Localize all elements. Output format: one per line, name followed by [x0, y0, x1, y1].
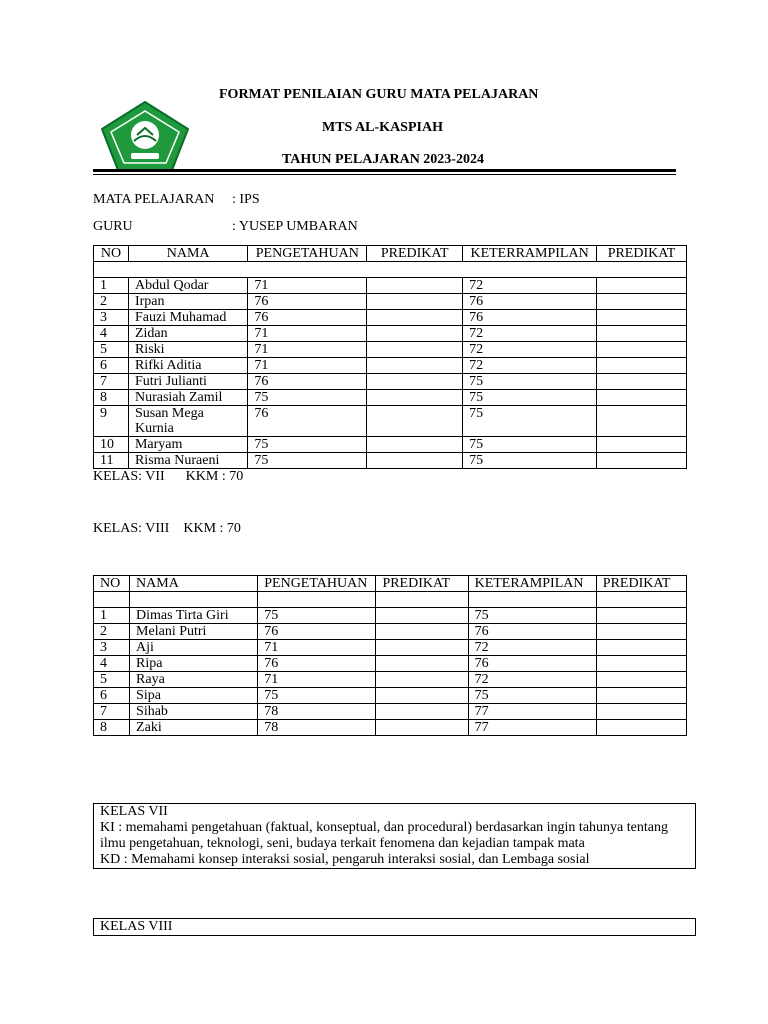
row-no: 9 [94, 406, 129, 437]
knowledge-score: 71 [258, 640, 376, 656]
grades-table-class7 [93, 245, 687, 469]
class7-kd-text: KD : Memahami konsep interaksi sosial, pengaruh interaksi sosial, dan Lembaga sosial [100, 852, 590, 867]
table-row [94, 656, 687, 672]
header-name: NAMA [128, 246, 247, 262]
student-name: Fauzi Muhamad [128, 310, 247, 326]
knowledge-score: 75 [248, 437, 367, 453]
table-row [94, 688, 687, 704]
table-spacer-row [94, 262, 687, 278]
student-name: Rifki Aditia [128, 358, 247, 374]
student-name: Aji [130, 640, 258, 656]
skill-score: 75 [468, 608, 596, 624]
class8-box-title: KELAS VIII [100, 919, 173, 934]
header2-no: NO [94, 576, 130, 592]
row-no: 2 [94, 624, 130, 640]
knowledge-score: 71 [248, 342, 367, 358]
row-no: 5 [94, 672, 130, 688]
doc-title: FORMAT PENILAIAN GURU MATA PELAJARAN [219, 87, 539, 102]
student-name: Sihab [130, 704, 258, 720]
header-rule-thick [93, 169, 676, 172]
skill-predicate [596, 624, 686, 640]
knowledge-predicate [376, 640, 468, 656]
skill-predicate [596, 640, 686, 656]
header-rule-thin [93, 174, 676, 175]
student-name: Dimas Tirta Giri [130, 608, 258, 624]
table2-header-row [94, 576, 687, 592]
grades-table-class8 [93, 575, 687, 736]
skill-predicate [596, 720, 686, 736]
skill-predicate [596, 672, 686, 688]
knowledge-score: 76 [248, 310, 367, 326]
academic-year: TAHUN PELAJARAN 2023-2024 [282, 152, 484, 167]
knowledge-predicate [367, 342, 463, 358]
table-row [94, 278, 687, 294]
table-row [94, 453, 687, 469]
table-header-row [94, 246, 687, 262]
class7-competency-box [93, 803, 696, 869]
knowledge-predicate [376, 704, 468, 720]
knowledge-score: 71 [248, 326, 367, 342]
knowledge-predicate [367, 310, 463, 326]
student-name: Futri Julianti [128, 374, 247, 390]
student-name: Nurasiah Zamil [128, 390, 247, 406]
teacher-value: : YUSEP UMBARAN [232, 219, 358, 234]
knowledge-score: 75 [248, 453, 367, 469]
skill-predicate [597, 437, 687, 453]
row-no: 3 [94, 310, 129, 326]
row-no: 1 [94, 608, 130, 624]
knowledge-predicate [367, 374, 463, 390]
subject-label: MATA PELAJARAN [93, 192, 215, 207]
skill-score: 72 [463, 278, 597, 294]
row-no: 5 [94, 342, 129, 358]
row-no: 6 [94, 688, 130, 704]
knowledge-predicate [367, 326, 463, 342]
header-knowledge: PENGETAHUAN [248, 246, 367, 262]
school-logo [101, 101, 189, 171]
row-no: 3 [94, 640, 130, 656]
skill-score: 77 [468, 704, 596, 720]
student-name: Sipa [130, 688, 258, 704]
knowledge-score: 71 [248, 278, 367, 294]
header2-name: NAMA [130, 576, 258, 592]
header-predicate: PREDIKAT [367, 246, 463, 262]
skill-score: 75 [463, 437, 597, 453]
student-name: Irpan [128, 294, 247, 310]
skill-score: 72 [468, 672, 596, 688]
knowledge-predicate [376, 672, 468, 688]
knowledge-score: 75 [258, 608, 376, 624]
knowledge-predicate [367, 437, 463, 453]
student-name: Maryam [128, 437, 247, 453]
row-no: 8 [94, 720, 130, 736]
skill-score: 75 [463, 374, 597, 390]
skill-predicate [596, 688, 686, 704]
knowledge-score: 76 [248, 406, 367, 437]
table-row [94, 294, 687, 310]
knowledge-predicate [376, 688, 468, 704]
knowledge-score: 76 [248, 294, 367, 310]
table-row [94, 310, 687, 326]
subject-value: : IPS [232, 192, 260, 207]
skill-score: 76 [463, 294, 597, 310]
school-name: MTS AL-KASPIAH [322, 120, 443, 135]
table-row [94, 406, 687, 437]
skill-score: 76 [463, 310, 597, 326]
knowledge-predicate [367, 406, 463, 437]
skill-score: 75 [463, 406, 597, 437]
skill-score: 75 [468, 688, 596, 704]
header2-predicate2: PREDIKAT [596, 576, 686, 592]
table-row [94, 358, 687, 374]
skill-predicate [597, 358, 687, 374]
student-name: Ripa [130, 656, 258, 672]
header2-knowledge: PENGETAHUAN [258, 576, 376, 592]
student-name: Zaki [130, 720, 258, 736]
class7-box-title: KELAS VII [100, 804, 168, 819]
skill-score: 72 [463, 342, 597, 358]
skill-score: 75 [463, 390, 597, 406]
row-no: 8 [94, 390, 129, 406]
knowledge-predicate [367, 358, 463, 374]
skill-score: 75 [463, 453, 597, 469]
row-no: 10 [94, 437, 129, 453]
table2-spacer-row [94, 592, 687, 608]
knowledge-score: 76 [248, 374, 367, 390]
knowledge-predicate [376, 720, 468, 736]
table-row [94, 390, 687, 406]
knowledge-predicate [376, 624, 468, 640]
skill-predicate [597, 342, 687, 358]
table-row [94, 326, 687, 342]
knowledge-score: 75 [248, 390, 367, 406]
knowledge-score: 78 [258, 720, 376, 736]
skill-predicate [597, 310, 687, 326]
knowledge-predicate [367, 453, 463, 469]
header2-skill: KETERAMPILAN [468, 576, 596, 592]
skill-predicate [596, 656, 686, 672]
skill-predicate [597, 406, 687, 437]
table-row [94, 720, 687, 736]
knowledge-score: 76 [258, 656, 376, 672]
class8-competency-box [93, 918, 696, 936]
knowledge-score: 71 [258, 672, 376, 688]
class7-ki-text: KI : memahami pengetahuan (faktual, konseptual, dan procedural) berdasarkan ingin tahunya tentang ilmu pengetahuan, teknologi, seni, budaya terkait fenomena dan kejadian tampak mata [100, 820, 668, 851]
class7-kkm: KELAS: VII KKM : 70 [93, 469, 244, 484]
knowledge-score: 78 [258, 704, 376, 720]
student-name: Susan Mega Kurnia [128, 406, 247, 437]
table-row [94, 608, 687, 624]
student-name: Raya [130, 672, 258, 688]
header2-predicate: PREDIKAT [376, 576, 468, 592]
row-no: 7 [94, 374, 129, 390]
knowledge-predicate [376, 608, 468, 624]
table-row [94, 704, 687, 720]
student-name: Risma Nuraeni [128, 453, 247, 469]
header-no: NO [94, 246, 129, 262]
table-row [94, 624, 687, 640]
skill-predicate [597, 374, 687, 390]
knowledge-predicate [367, 294, 463, 310]
skill-predicate [597, 294, 687, 310]
skill-score: 72 [463, 326, 597, 342]
student-name: Abdul Qodar [128, 278, 247, 294]
knowledge-predicate [376, 656, 468, 672]
skill-score: 72 [468, 640, 596, 656]
row-no: 1 [94, 278, 129, 294]
skill-predicate [596, 704, 686, 720]
row-no: 4 [94, 326, 129, 342]
skill-predicate [597, 278, 687, 294]
row-no: 11 [94, 453, 129, 469]
skill-predicate [596, 608, 686, 624]
teacher-label: GURU [93, 219, 133, 234]
knowledge-score: 76 [258, 624, 376, 640]
knowledge-score: 75 [258, 688, 376, 704]
row-no: 4 [94, 656, 130, 672]
student-name: Zidan [128, 326, 247, 342]
skill-score: 76 [468, 656, 596, 672]
class8-kkm: KELAS: VIII KKM : 70 [93, 521, 241, 536]
skill-score: 77 [468, 720, 596, 736]
skill-predicate [597, 453, 687, 469]
student-name: Riski [128, 342, 247, 358]
knowledge-predicate [367, 278, 463, 294]
skill-predicate [597, 326, 687, 342]
skill-predicate [597, 390, 687, 406]
row-no: 6 [94, 358, 129, 374]
header-predicate2: PREDIKAT [597, 246, 687, 262]
skill-score: 76 [468, 624, 596, 640]
table-row [94, 342, 687, 358]
row-no: 7 [94, 704, 130, 720]
knowledge-predicate [367, 390, 463, 406]
table-row [94, 374, 687, 390]
student-name: Melani Putri [130, 624, 258, 640]
table-row [94, 437, 687, 453]
skill-score: 72 [463, 358, 597, 374]
table-row [94, 672, 687, 688]
table-row [94, 640, 687, 656]
header-skill: KETERRAMPILAN [463, 246, 597, 262]
knowledge-score: 71 [248, 358, 367, 374]
row-no: 2 [94, 294, 129, 310]
